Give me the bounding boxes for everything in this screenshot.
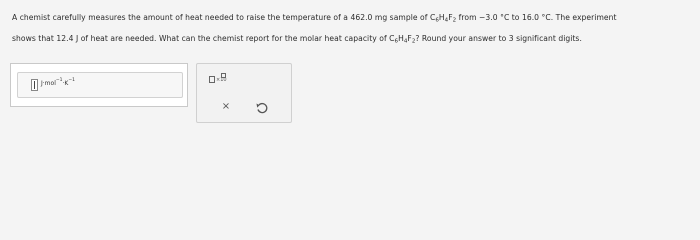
unit-exponent: −1 — [68, 78, 75, 83]
unit-j-mol: J·mol — [41, 80, 56, 87]
formula-element: C — [389, 34, 395, 43]
undo-icon — [255, 101, 269, 115]
formula-element: F — [448, 13, 453, 22]
question-text-part: ? Round your answer to 3 significant digits. — [415, 34, 582, 43]
formula-subscript: 4 — [403, 38, 408, 45]
question-line-2 — [12, 28, 696, 49]
formula-subscript: 4 — [444, 17, 449, 24]
answer-input-area[interactable] — [17, 72, 183, 98]
formula-subscript: 6 — [394, 38, 399, 45]
question-text-part: shows that 12.4 J of heat are needed. What can the chemist report for the molar heat capacity of — [12, 34, 390, 43]
formula-element: H — [438, 13, 445, 22]
formula-subscript: 6 — [435, 17, 439, 24]
text-caret — [34, 81, 35, 89]
clear-button[interactable]: × — [221, 101, 231, 112]
question-text-part: from — [456, 13, 479, 22]
unit-k: ·K — [62, 80, 69, 87]
chemical-formula — [389, 34, 415, 43]
exponent-box-icon — [221, 73, 226, 78]
scientific-notation-button[interactable] — [207, 73, 229, 87]
math-tool-panel — [196, 63, 292, 123]
times-ten-label: ×10 — [216, 77, 227, 83]
question-text-part: −3.0 °C to 16.0 °C. The experiment — [479, 13, 617, 22]
question-line-1 — [12, 7, 696, 28]
answer-input[interactable] — [31, 79, 38, 91]
unit-exponent: −1 — [55, 78, 63, 83]
formula-element: F — [407, 34, 412, 43]
question-text-part: A chemist carefully measures the amount of heat needed to raise the temperature of a 462.0 mg sample of — [12, 13, 430, 22]
formula-element: C — [429, 13, 436, 22]
formula-subscript: 2 — [411, 38, 416, 45]
answer-box — [10, 63, 188, 107]
answer-units — [41, 80, 75, 87]
formula-element: H — [398, 34, 404, 43]
formula-subscript: 2 — [452, 17, 457, 24]
chemical-formula — [430, 13, 456, 22]
undo-button[interactable] — [255, 100, 269, 114]
question-text — [12, 7, 696, 49]
placeholder-box-icon — [209, 76, 215, 83]
